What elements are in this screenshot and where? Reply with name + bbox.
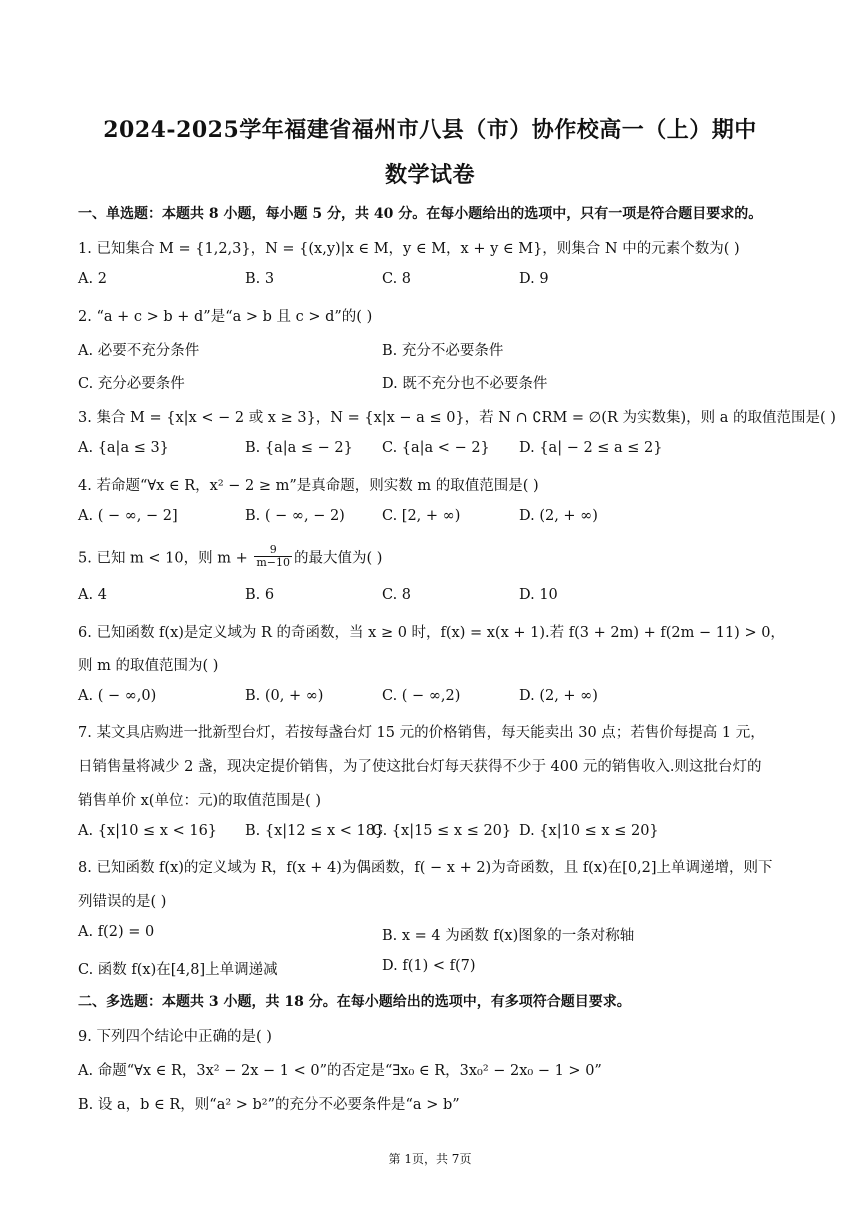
- q5-stem-prefix: 5. 已知 m < 10，则 m +: [78, 550, 248, 567]
- q3-option-d: D. {a| − 2 ≤ a ≤ 2}: [519, 440, 663, 456]
- q8-option-b: B. x = 4 为函数 f(x)图象的一条对称轴: [382, 928, 635, 944]
- q2-option-d: D. 既不充分也不必要条件: [382, 376, 548, 392]
- q2-option-b: B. 充分不必要条件: [382, 343, 504, 359]
- q3-option-a: A. {a|a ≤ 3}: [78, 440, 169, 456]
- q1-option-b: B. 3: [245, 271, 275, 287]
- q5-fraction-numerator: 9: [254, 544, 292, 557]
- question-3: 3. 集合 M = {x|x < − 2 或 x ≥ 3}，N = {x|x − a ≤ 0}，若 N ∩ ∁RM = ∅(R 为实数集)，则 a 的取值范围是( ): [78, 410, 836, 426]
- page-footer: 第 1页，共 7页: [388, 1152, 472, 1166]
- q1-option-a: A. 2: [78, 271, 107, 287]
- q6-option-d: D. (2, + ∞): [519, 688, 598, 704]
- q5-fraction: [254, 544, 292, 569]
- question-8-line1: 8. 已知函数 f(x)的定义域为 R，f(x + 4)为偶函数，f( − x + 2)为奇函数，且 f(x)在[0,2]上单调递增，则下: [78, 860, 773, 876]
- q4-option-b: B. ( − ∞, − 2): [245, 508, 345, 524]
- question-7-line2: 日销售量将减少 2 盏，现决定提价销售，为了使这批台灯每天获得不少于 400 元的销售收入.则这批台灯的: [78, 759, 762, 775]
- q5-stem-suffix: 的最大值为( ): [294, 550, 383, 567]
- q5-fraction-denominator: m−10: [256, 556, 291, 569]
- q8-option-c: C. 函数 f(x)在[4,8]上单调递减: [78, 962, 278, 978]
- q1-option-c: C. 8: [382, 271, 412, 287]
- q4-option-c: C. [2, + ∞): [382, 508, 461, 524]
- section-multiple-choice: 二、多选题：本题共 3 小题，共 18 分。在每小题给出的选项中，有多项符合题目要求。: [78, 994, 631, 1010]
- exam-subject: 数学试卷: [384, 162, 475, 188]
- question-5: [78, 543, 800, 571]
- q4-option-a: A. ( − ∞, − 2]: [78, 508, 178, 524]
- q5-option-b: B. 6: [245, 587, 275, 603]
- q7-option-b: B. {x|12 ≤ x < 18}: [245, 823, 385, 839]
- q8-option-d: D. f(1) < f(7): [382, 958, 476, 974]
- question-8-line2: 列错误的是( ): [78, 894, 167, 910]
- q6-option-b: B. (0, + ∞): [245, 688, 324, 704]
- q6-option-c: C. ( − ∞,2): [382, 688, 461, 704]
- q6-option-a: A. ( − ∞,0): [78, 688, 157, 704]
- q5-option-a: A. 4: [78, 587, 107, 603]
- question-6-line2: 则 m 的取值范围为( ): [78, 658, 219, 674]
- q7-option-a: A. {x|10 ≤ x < 16}: [78, 823, 218, 839]
- q9-option-a: A. 命题“∀x ∈ R，3x² − 2x − 1 < 0”的否定是“∃x₀ ∈ R，3x₀² − 2x₀ − 1 > 0”: [78, 1063, 602, 1079]
- q1-option-d: D. 9: [519, 271, 549, 287]
- section-single-choice: 一、单选题：本题共 8 小题，每小题 5 分，共 40 分。在每小题给出的选项中，只有一项是符合题目要求的。: [78, 206, 763, 222]
- q7-option-c: C. {x|15 ≤ x ≤ 20}: [372, 823, 512, 839]
- q5-option-d: D. 10: [519, 587, 558, 603]
- question-6-line1: 6. 已知函数 f(x)是定义域为 R 的奇函数，当 x ≥ 0 时，f(x) = x(x + 1).若 f(3 + 2m) + f(2m − 11) > 0，: [78, 625, 785, 641]
- question-2: 2. “a + c > b + d”是“a > b 且 c > d”的( ): [78, 309, 373, 325]
- question-4: 4. 若命题“∀x ∈ R，x² − 2 ≥ m”是真命题，则实数 m 的取值范围是( ): [78, 478, 539, 494]
- q4-option-d: D. (2, + ∞): [519, 508, 598, 524]
- q9-option-b: B. 设 a，b ∈ R，则“a² > b²”的充分不必要条件是“a > b”: [78, 1097, 460, 1113]
- exam-title: 2024-2025学年福建省福州市八县（市）协作校高一（上）期中: [103, 117, 757, 143]
- q8-option-a: A. f(2) = 0: [78, 924, 155, 940]
- question-1: 1. 已知集合 M = {1,2,3}，N = {(x,y)|x ∈ M，y ∈ M，x + y ∈ M}，则集合 N 中的元素个数为( ): [78, 241, 740, 257]
- q3-option-c: C. {a|a < − 2}: [382, 440, 490, 456]
- q5-option-c: C. 8: [382, 587, 412, 603]
- q2-option-c: C. 充分必要条件: [78, 376, 185, 392]
- question-9: 9. 下列四个结论中正确的是( ): [78, 1029, 272, 1045]
- question-7-line3: 销售单价 x(单位：元)的取值范围是( ): [78, 793, 322, 809]
- q7-option-d: D. {x|10 ≤ x ≤ 20}: [519, 823, 659, 839]
- question-7-line1: 7. 某文具店购进一批新型台灯，若按每盏台灯 15 元的价格销售，每天能卖出 30 点；若售价每提高 1 元，: [78, 725, 765, 741]
- q2-option-a: A. 必要不充分条件: [78, 343, 200, 359]
- q3-option-b: B. {a|a ≤ − 2}: [245, 440, 353, 456]
